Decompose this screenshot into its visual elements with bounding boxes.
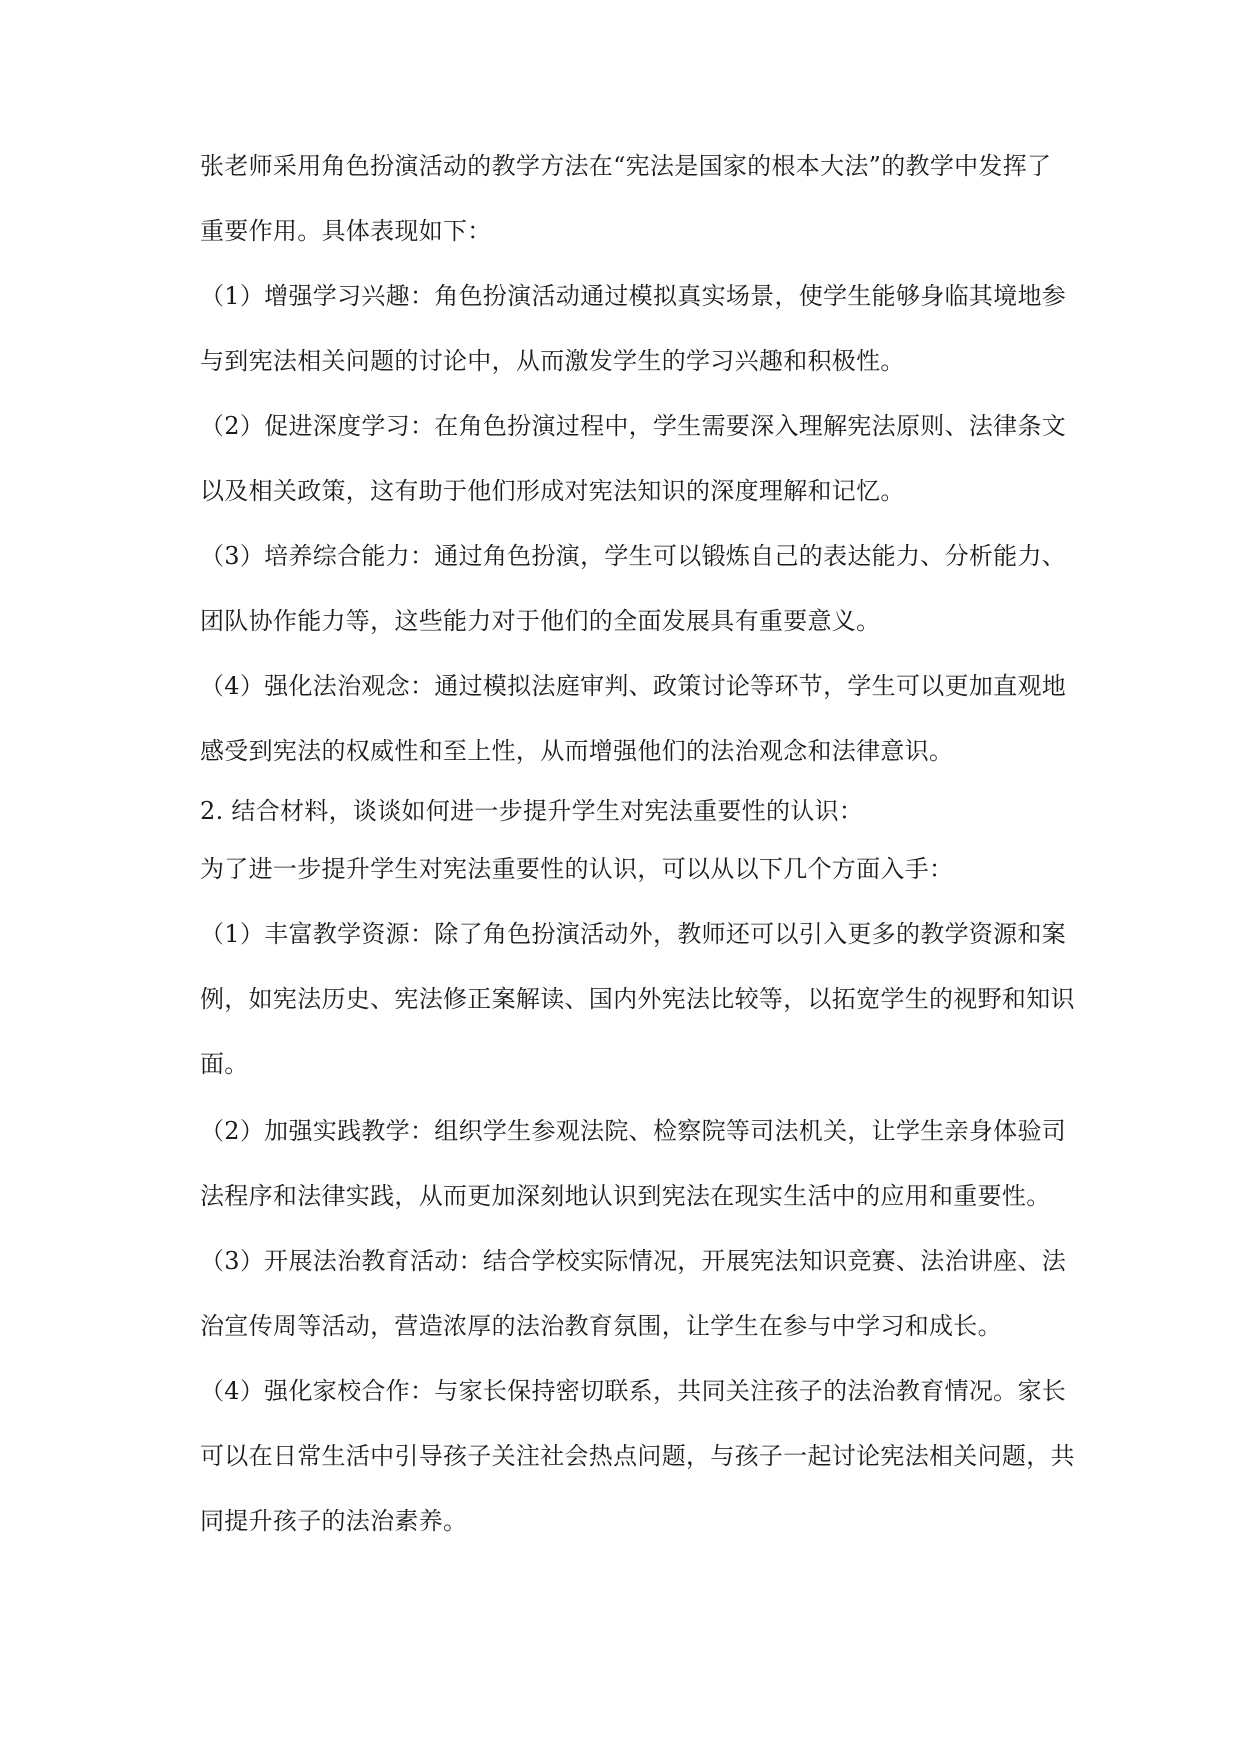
text-line: 张老师采用角色扮演活动的教学方法在“宪法是国家的根本大法”的教学中发挥了 (200, 152, 1052, 180)
text-line: 同提升孩子的法治素养。 (200, 1507, 468, 1535)
text-line: （3）开展法治教育活动：结合学校实际情况，开展宪法知识竞赛、法治讲座、法 (200, 1247, 1067, 1275)
text-line: （4）强化法治观念：通过模拟法庭审判、政策讨论等环节，学生可以更加直观地 (200, 672, 1067, 700)
text-line: （1）增强学习兴趣：角色扮演活动通过模拟真实场景，使学生能够身临其境地参 (200, 282, 1067, 310)
text-line: 为了进一步提升学生对宪法重要性的认识，可以从以下几个方面入手： (200, 855, 954, 883)
text-line: 与到宪法相关问题的讨论中，从而激发学生的学习兴趣和积极性。 (200, 347, 905, 375)
text-line: 可以在日常生活中引导孩子关注社会热点问题，与孩子一起讨论宪法相关问题，共 (200, 1442, 1075, 1470)
text-line: （3）培养综合能力：通过角色扮演，学生可以锻炼自己的表达能力、分析能力、 (200, 542, 1067, 570)
question-heading: 2. 结合材料，谈谈如何进一步提升学生对宪法重要性的认识： (200, 797, 864, 825)
text-line: 重要作用。具体表现如下： (200, 217, 492, 245)
text-line: 团队协作能力等，这些能力对于他们的全面发展具有重要意义。 (200, 607, 881, 635)
text-line: 例，如宪法历史、宪法修正案解读、国内外宪法比较等，以拓宽学生的视野和知识 (200, 985, 1075, 1013)
text-line: 感受到宪法的权威性和至上性，从而增强他们的法治观念和法律意识。 (200, 737, 954, 765)
text-line: 治宣传周等活动，营造浓厚的法治教育氛围，让学生在参与中学习和成长。 (200, 1312, 1002, 1340)
text-line: 以及相关政策，这有助于他们形成对宪法知识的深度理解和记忆。 (200, 477, 905, 505)
text-line: （4）强化家校合作：与家长保持密切联系，共同关注孩子的法治教育情况。家长 (200, 1377, 1067, 1405)
text-line: 法程序和法律实践，从而更加深刻地认识到宪法在现实生活中的应用和重要性。 (200, 1182, 1051, 1210)
text-line: （2）加强实践教学：组织学生参观法院、检察院等司法机关，让学生亲身体验司 (200, 1117, 1067, 1145)
text-line: （2）促进深度学习：在角色扮演过程中，学生需要深入理解宪法原则、法律条文 (200, 412, 1067, 440)
text-line: 面。 (200, 1050, 249, 1078)
text-line: （1）丰富教学资源：除了角色扮演活动外，教师还可以引入更多的教学资源和案 (200, 920, 1067, 948)
